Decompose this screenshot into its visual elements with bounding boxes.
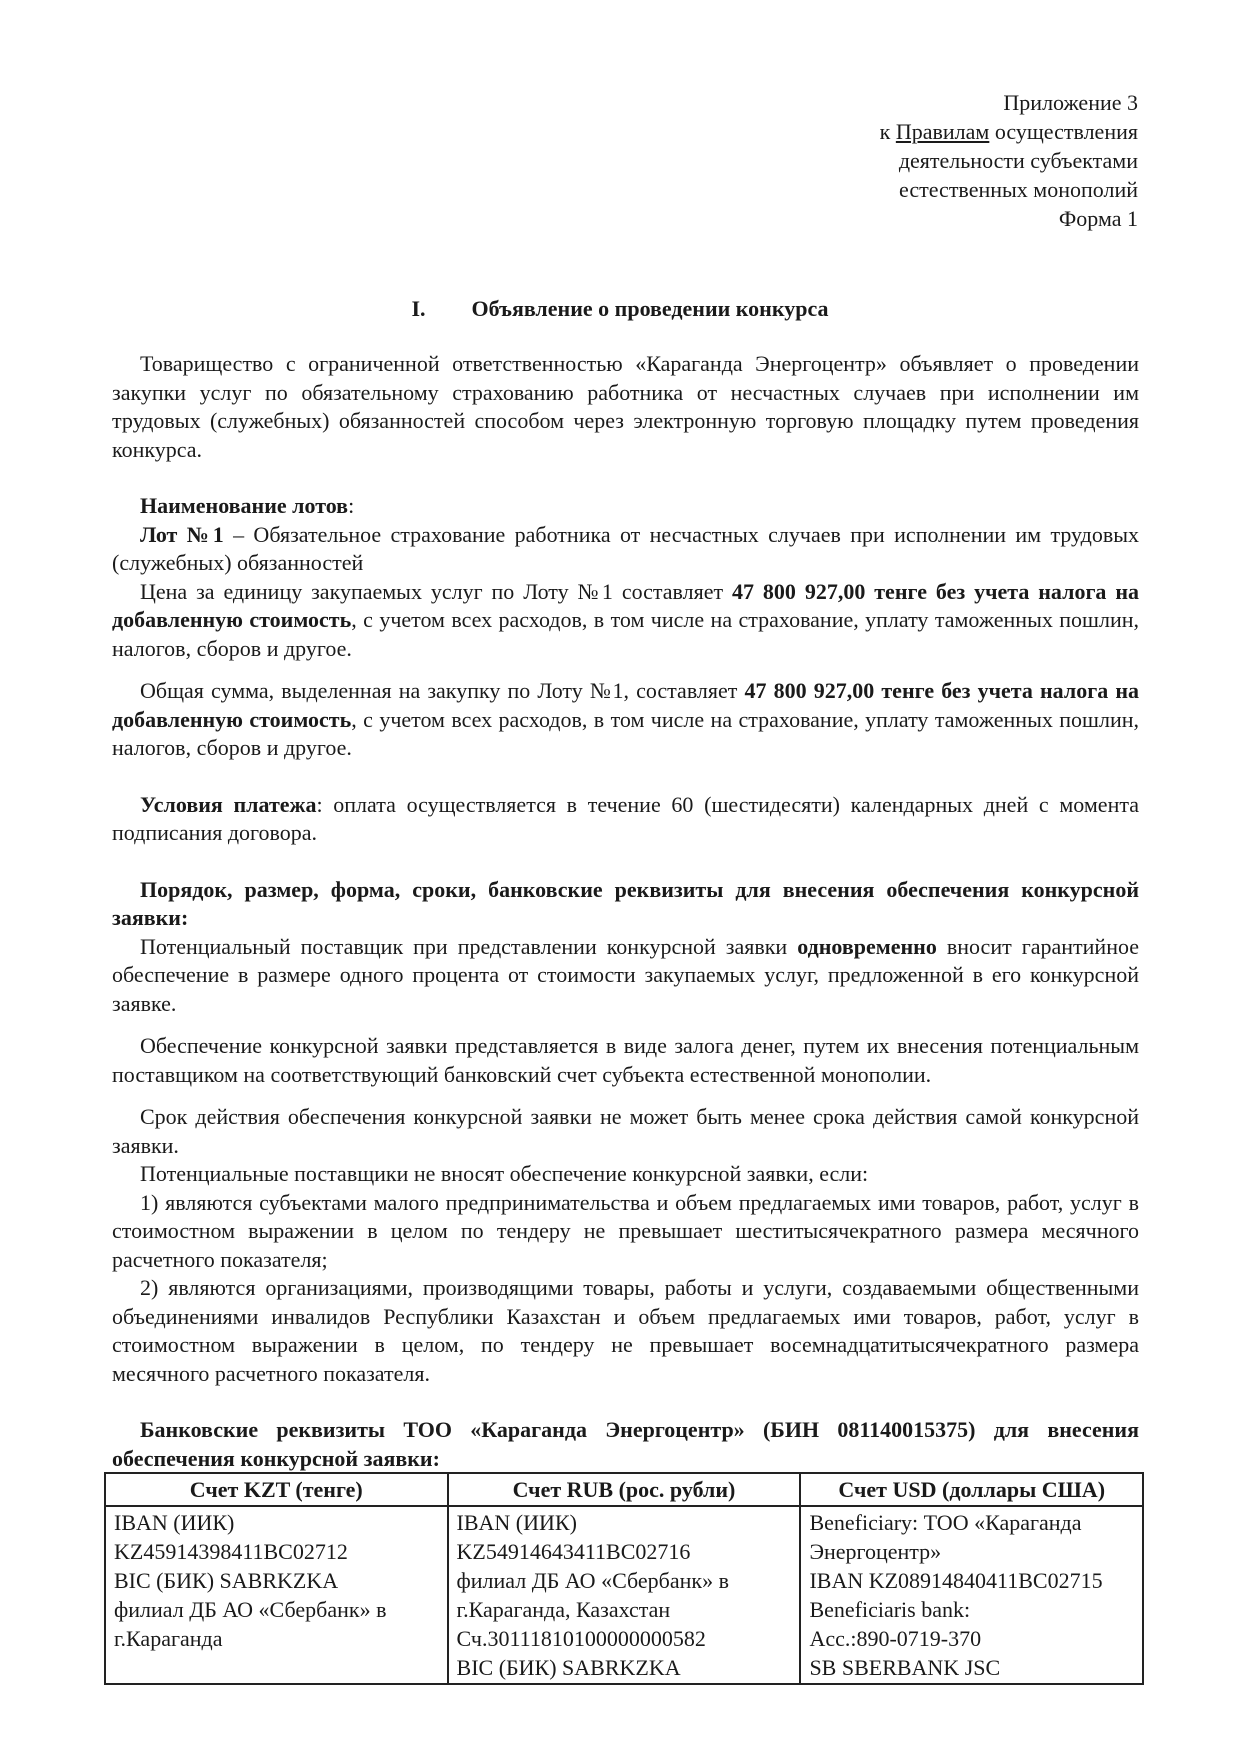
kzt-line: KZ45914398411BC02712 (114, 1539, 348, 1564)
table-row (105, 1506, 1143, 1684)
appendix-line: деятельности субъектами (898, 148, 1138, 173)
rub-account-cell (448, 1506, 801, 1684)
usd-line: SB SBERBANK JSC (809, 1655, 1001, 1680)
security-paragraph-4: Потенциальные поставщики не вносят обеспечение конкурсной заявки, если: (140, 1161, 869, 1186)
usd-account-cell (800, 1506, 1143, 1684)
section-title-text: Объявление о проведении конкурса (471, 296, 829, 321)
usd-line: IBAN KZ08914840411BC02715 (809, 1568, 1103, 1593)
rub-line: BIC (БИК) SABRKZKA (456, 1655, 681, 1680)
payment-terms-paragraph (112, 791, 1139, 848)
appendix-rules-line (880, 117, 1138, 146)
appendix-line: естественных монополий (899, 177, 1138, 202)
unit-price-prefix: Цена за единицу закупаемых услуг по Лоту №1 составляет (140, 578, 733, 604)
security-p1-suffix: вносит гарантийное обеспечение в размере одного процента от стоимости закупаемых услуг, предложенной в его конкурсной заявке. (112, 933, 1140, 1016)
security-heading-text: Порядок, размер, форма, сроки, банковские реквизиты для внесения обеспечения конкурсной заявки: (112, 876, 1139, 930)
rules-suffix: осуществления (989, 119, 1138, 144)
unit-price-paragraph (112, 578, 1139, 664)
kzt-line: филиал ДБ АО «Сбербанк» в (114, 1597, 387, 1622)
security-exemption-2: 2) являются организациями, производящими товары, работы и услуги, создаваемыми общественными объединениями инвалидов Республики Казахстан и объем предлагаемых ими товаров, работ, услуг в стоимостном выражении в целом, по тендеру не превышает восемнадцатитысячекратного размера месячного расчетного показателя. (112, 1275, 1139, 1386)
appendix-line: Приложение 3 (1003, 90, 1138, 115)
appendix-header (880, 88, 1138, 233)
security-paragraph-2: Обеспечение конкурсной заявки представляется в виде залога денег, путем их внесения потенциальным поставщиком на соответствующий банковский счет субъекта естественной монополии. (112, 1033, 1139, 1087)
table-header-row (105, 1473, 1143, 1506)
kzt-line: BIC (БИК) SABRKZKA (114, 1568, 339, 1593)
usd-line: Acc.:890-0719-370 (809, 1626, 982, 1651)
security-p1-prefix: Потенциальный поставщик при представлении конкурсной заявки (140, 933, 798, 959)
total-suffix: , с учетом всех расходов, в том числе на страхование, уплату таможенных пошлин, налогов, сборов и другое. (112, 706, 1139, 760)
lot-1-text: – Обязательное страхование работника от несчастных случаев при исполнении им трудовых (служебных) обязанностей (112, 521, 1140, 575)
kzt-line: г.Караганда (114, 1626, 223, 1651)
column-header-usd: Счет USD (доллары США) (800, 1473, 1143, 1506)
payment-terms-label: Условия платежа (140, 791, 317, 817)
kzt-account-cell (105, 1506, 448, 1684)
lot-1-label: Лот №1 (140, 521, 224, 547)
rules-prefix: к (879, 119, 896, 144)
total-amount: 47 800 927,00 тенге без учета налога на добавленную стоимость (112, 678, 1139, 732)
lot-1-paragraph (112, 521, 1139, 578)
rub-line: г.Караганда, Казахстан (456, 1597, 671, 1622)
unit-price-amount: 47 800 927,00 тенге без учета налога на добавленную стоимость (112, 578, 1140, 632)
total-amount-paragraph (112, 677, 1139, 763)
security-paragraph-1 (112, 933, 1139, 1019)
usd-line: Энергоцентр» (809, 1539, 942, 1564)
section-title (0, 296, 1240, 322)
bank-details-heading-text: Банковские реквизиты ТОО «Караганда Энергоцентр» (БИН 081140015375) для внесения обеспечения конкурсной заявки: (112, 1417, 1139, 1471)
payment-terms-text: : оплата осуществляется в течение 60 (шестидесяти) календарных дней с момента подписания договора. (112, 791, 1139, 845)
unit-price-suffix: , с учетом всех расходов, в том числе на страхование, уплату таможенных пошлин, налогов, сборов и другое. (112, 607, 1139, 661)
total-prefix: Общая сумма, выделенная на закупку по Лоту №1, составляет (140, 678, 745, 703)
security-p1-bold: одновременно (797, 933, 937, 959)
lots-heading (112, 492, 1139, 521)
rub-line: KZ54914643411BC02716 (456, 1539, 691, 1564)
lots-heading-colon: : (348, 493, 355, 518)
kzt-line: IBAN (ИИК) (114, 1510, 235, 1535)
column-header-rub: Счет RUB (рос. рубли) (448, 1473, 801, 1506)
bank-details-table (104, 1472, 1144, 1685)
lots-heading-text: Наименование лотов (140, 493, 349, 518)
form-number: Форма 1 (1058, 206, 1138, 231)
usd-line: Beneficiaris bank: (809, 1597, 971, 1622)
security-paragraph-3: Срок действия обеспечения конкурсной заявки не может быть менее срока действия самой конкурсной заявки. (112, 1104, 1139, 1158)
rules-link[interactable]: Правилам (895, 119, 990, 144)
security-exemption-1: 1) являются субъектами малого предпринимательства и объем предлагаемых ими товаров, работ, услуг в стоимостном выражении в целом по тендеру не превышает шеститысячекратного размера месячного расчетного показателя; (112, 1189, 1139, 1272)
column-header-kzt: Счет KZT (тенге) (105, 1473, 448, 1506)
rub-line: IBAN (ИИК) (456, 1510, 577, 1535)
bank-details-heading (112, 1416, 1139, 1473)
intro-paragraph: Товарищество с ограниченной ответственностью «Караганда Энергоцентр» объявляет о проведении закупки услуг по обязательному страхованию работника от несчастных случаев при исполнении им трудовых (служебных) обязанностей способом через электронную торговую площадку путем проведения конкурса. (112, 351, 1139, 462)
rub-line: Сч.30111810100000000582 (456, 1626, 706, 1651)
usd-line: Beneficiary: ТОО «Караганда (809, 1510, 1082, 1535)
document-body (112, 350, 1139, 1473)
security-heading (112, 876, 1139, 933)
section-number: I. (411, 296, 426, 321)
rub-line: филиал ДБ АО «Сбербанк» в (456, 1568, 729, 1593)
